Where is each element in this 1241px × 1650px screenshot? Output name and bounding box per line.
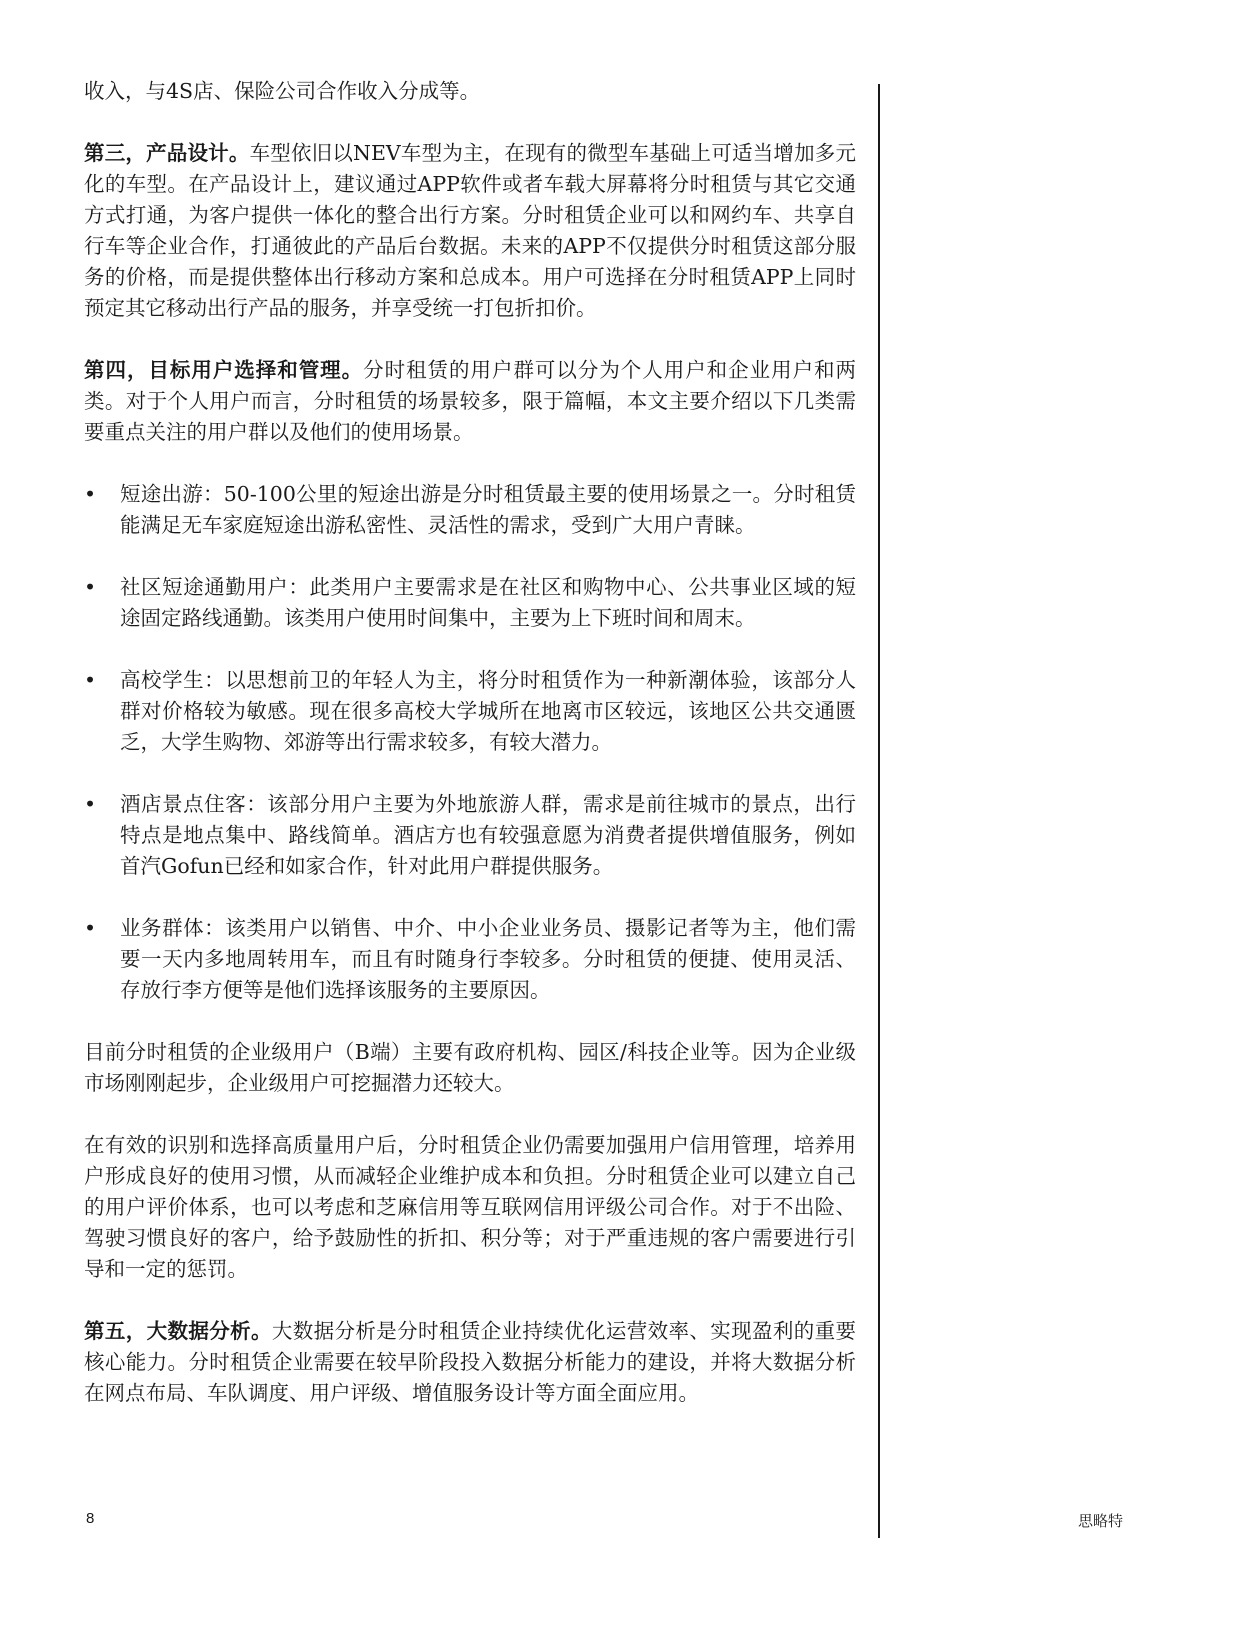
list-item [84, 665, 856, 758]
list-item [84, 479, 856, 541]
list-item [84, 789, 856, 882]
list-item-text: 短途出游：50-100公里的短途出游是分时租赁最主要的使用场景之一。分时租赁能满足无车家庭短途出游私密性、灵活性的需求，受到广大用户青睐。 [120, 482, 856, 537]
page-number: 8 [86, 1510, 95, 1527]
list-item [84, 572, 856, 634]
document-body [84, 76, 856, 1409]
paragraph-text: 分时租赁的用户群可以分为个人用户和企业用户和两类。对于个人用户而言，分时租赁的场景较多，限于篇幅，本文主要介绍以下几类需要重点关注的用户群以及他们的使用场景。 [84, 358, 857, 444]
paragraph-big-data [84, 1316, 856, 1409]
paragraph-text: 目前分时租赁的企业级用户（B端）主要有政府机构、园区/科技企业等。因为企业级市场刚刚起步，企业级用户可挖掘潜力还较大。 [84, 1040, 856, 1095]
paragraph-text: 大数据分析是分时租赁企业持续优化运营效率、实现盈利的重要核心能力。分时租赁企业需要在较早阶段投入数据分析能力的建设，并将大数据分析在网点布局、车队调度、用户评级、增值服务设计等方面全面应用。 [84, 1319, 856, 1405]
paragraph-text: 车型依旧以NEV车型为主，在现有的微型车基础上可适当增加多元化的车型。在产品设计上，建议通过APP软件或者车载大屏幕将分时租赁与其它交通方式打通，为客户提供一体化的整合出行方案。分时租赁企业可以和网约车、共享自行车等企业合作，打通彼此的产品后台数据。未来的APP不仅提供分时租赁这部分服务的价格，而是提供整体出行移动方案和总成本。用户可选择在分时租赁APP上同时预定其它移动出行产品的服务，并享受统一打包折扣价。 [84, 141, 856, 320]
list-item-text: 业务群体：该类用户以销售、中介、中小企业业务员、摄影记者等为主，他们需要一天内多地周转用车，而且有时随身行李较多。分时租赁的便捷、使用灵活、存放行李方便等是他们选择该服务的主要原因。 [120, 916, 856, 1002]
paragraph-target-users [84, 355, 856, 448]
paragraph-heading: 第四，目标用户选择和管理。 [84, 358, 364, 382]
paragraph-heading: 第五，大数据分析。 [84, 1319, 272, 1343]
paragraph-enterprise-users [84, 1037, 856, 1099]
paragraph-text: 收入，与4S店、保险公司合作收入分成等。 [84, 79, 481, 103]
bullet-icon: • [84, 916, 97, 940]
list-item-text: 社区短途通勤用户：此类用户主要需求是在社区和购物中心、公共事业区域的短途固定路线通勤。该类用户使用时间集中，主要为上下班时间和周末。 [120, 575, 856, 630]
user-group-list [84, 479, 856, 1006]
paragraph-credit-management [84, 1130, 856, 1285]
bullet-icon: • [84, 792, 97, 816]
list-item-text: 高校学生：以思想前卫的年轻人为主，将分时租赁作为一种新潮体验，该部分人群对价格较为敏感。现在很多高校大学城所在地离市区较远，该地区公共交通匮乏，大学生购物、郊游等出行需求较多，有较大潜力。 [120, 668, 856, 754]
paragraph-revenue-continuation [84, 76, 856, 107]
bullet-icon: • [84, 575, 97, 599]
bullet-icon: • [84, 482, 97, 506]
paragraph-heading: 第三，产品设计。 [84, 141, 250, 165]
column-divider [878, 84, 880, 1538]
list-item [84, 913, 856, 1006]
brand-name: 思略特 [1078, 1512, 1124, 1530]
bullet-icon: • [84, 668, 97, 692]
list-item-text: 酒店景点住客：该部分用户主要为外地旅游人群，需求是前往城市的景点，出行特点是地点集中、路线简单。酒店方也有较强意愿为消费者提供增值服务，例如首汽Gofun已经和如家合作，针对此用户群提供服务。 [120, 792, 856, 878]
paragraph-text: 在有效的识别和选择高质量用户后，分时租赁企业仍需要加强用户信用管理，培养用户形成良好的使用习惯，从而减轻企业维护成本和负担。分时租赁企业可以建立自己的用户评价体系，也可以考虑和芝麻信用等互联网信用评级公司合作。对于不出险、驾驶习惯良好的客户，给予鼓励性的折扣、积分等；对于严重违规的客户需要进行引导和一定的惩罚。 [84, 1133, 856, 1281]
paragraph-product-design [84, 138, 856, 324]
